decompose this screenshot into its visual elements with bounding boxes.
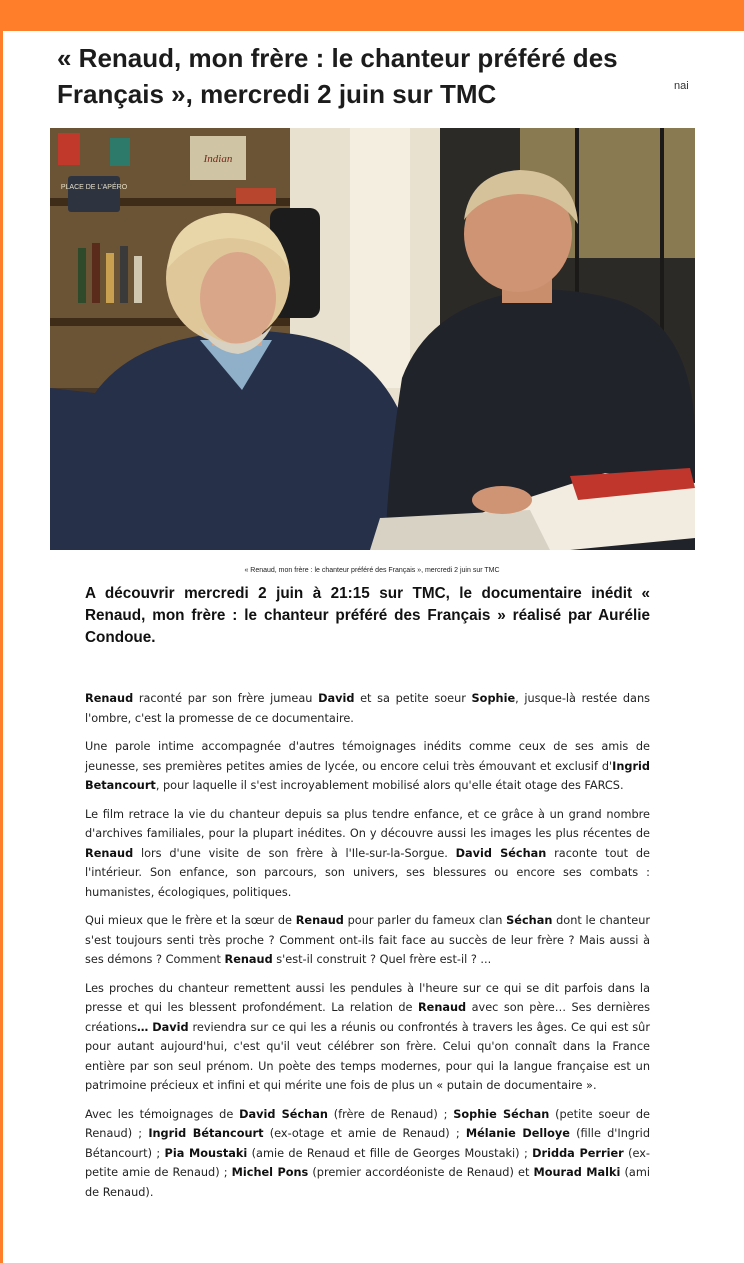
bold-name: Sophie Séchan: [453, 1107, 550, 1121]
paragraph-6: [85, 1105, 650, 1203]
text-run: pour parler du fameux clan: [343, 914, 507, 927]
bold-name: …: [137, 1020, 149, 1034]
bold-name: Mourad Malki: [533, 1166, 621, 1179]
text-run: (frère de Renaud) ;: [327, 1107, 454, 1121]
bold-name: Séchan: [506, 914, 553, 927]
bold-name: Dridda Perrier: [532, 1146, 624, 1160]
bold-name: Ingrid Bétancourt: [148, 1127, 264, 1140]
paragraph-4: [85, 911, 650, 970]
text-run: avec son père… Ses dernières créations: [85, 1001, 650, 1034]
bold-name: David Séchan: [239, 1107, 328, 1121]
paragraph-3: [85, 805, 650, 903]
text-run: (petite soeur de Renaud) ;: [85, 1107, 650, 1140]
left-accent-strip: [0, 31, 3, 1263]
bold-name: David Séchan: [455, 846, 547, 860]
bold-name: Pia Moustaki: [164, 1146, 248, 1160]
paragraph-2: [85, 737, 650, 796]
article-lead: A découvrir mercredi 2 juin à 21:15 sur TMC, le documentaire inédit « Renaud, mon frère : le chanteur préféré des Français » réalisé par Aurélie Condoue.: [85, 585, 650, 646]
text-run: et sa petite soeur: [354, 692, 472, 705]
bold-name: David: [152, 1020, 189, 1034]
text-run: Qui mieux que le frère et la sœur de: [85, 914, 296, 927]
text-run: lors d'une visite de son frère à l'Ile-sur-la-Sorgue.: [133, 846, 456, 860]
bold-name: Sophie: [471, 692, 516, 705]
text-run: (ami de Renaud).: [85, 1166, 650, 1199]
text-run: raconte tout de l'intérieur. Son enfance, son parcours, son univers, ses blessures ou encore ses combats : humanistes, écologiques, politiques.: [85, 846, 650, 899]
bold-name: Ingrid Betancourt: [85, 759, 650, 792]
paragraph-1: [85, 689, 650, 728]
bold-name: Renaud: [85, 846, 134, 860]
text-run: Avec les témoignages de: [85, 1107, 240, 1121]
text-run: (ex-petite amie de Renaud) ;: [85, 1146, 650, 1179]
bold-name: Renaud: [295, 914, 344, 927]
text-run: (fille d'Ingrid Bétancourt) ;: [85, 1127, 650, 1160]
bold-name: Renaud: [224, 953, 273, 966]
text-run: , pour laquelle il s'est incroyablement mobilisé alors qu'elle était otage des FARCS.: [155, 779, 624, 792]
poster-text: Indian: [203, 153, 233, 165]
text-run: Une parole intime accompagnée d'autres témoignages inédits comme ceux de ses amis de jeunesse, ses premières petites amies de lycée, ou encore celui très émouvant et exclusif d': [85, 740, 650, 773]
bold-name: Renaud: [417, 1001, 467, 1014]
bold-name: Michel Pons: [231, 1166, 309, 1179]
clipped-side-text: nai: [674, 80, 689, 92]
text-run: reviendra sur ce qui les a réunis ou confrontés à travers les âges. Ce qui est sûr pour autant aujourd'hui, c'est qu'il veut célébrer son frère. Celui qu'on connaît dans la France entière par son seul prénom. Un poète des temps modernes, pour qui la langue française est un patrimoine précieux et infini et qui mérite une fois de plus un « putain de documentaire ».: [85, 1020, 650, 1092]
text-run: (amie de Renaud et fille de Georges Moustaki) ;: [247, 1146, 533, 1160]
text-run: s'est-il construit ? Quel frère est-il ? ...: [272, 953, 492, 966]
text-run: (ex-otage et amie de Renaud) ;: [263, 1127, 466, 1140]
article-title: « Renaud, mon frère : le chanteur préféré des Français », mercredi 2 juin sur TMC: [57, 43, 618, 109]
text-run: dont le chanteur s'est toujours senti très proche ? Comment ont-ils fait face au succès de leur frère ? Mais aussi à ses démons ? Comment: [85, 914, 651, 966]
text-run: (premier accordéoniste de Renaud) et: [308, 1166, 534, 1179]
top-accent-bar: [0, 0, 744, 31]
sign-text: PLACE DE L'APÉRO: [60, 184, 128, 191]
bold-name: Renaud: [85, 692, 134, 705]
bold-name: David: [318, 692, 355, 705]
text-run: , jusque-là restée dans l'ombre, c'est la promesse de ce documentaire.: [85, 692, 650, 725]
article-photo[interactable]: [50, 128, 695, 550]
text-run: raconté par son frère jumeau: [133, 692, 319, 705]
article-body: [85, 689, 650, 1211]
photo-caption: « Renaud, mon frère : le chanteur préféré des Français », mercredi 2 juin sur TMC: [244, 567, 500, 574]
text-run: Les proches du chanteur remettent aussi les pendules à l'heure sur ce qui se dit parfois dans la presse et qui les blessent profondément. La relation de: [85, 981, 650, 1014]
bold-name: Mélanie Delloye: [465, 1127, 570, 1140]
paragraph-5: [85, 979, 650, 1096]
text-run: Le film retrace la vie du chanteur depuis sa plus tendre enfance, et ce grâce à un grand nombre d'archives familiales, pour la plupart inédites. On y découvre aussi les images les plus récentes de: [85, 807, 650, 840]
